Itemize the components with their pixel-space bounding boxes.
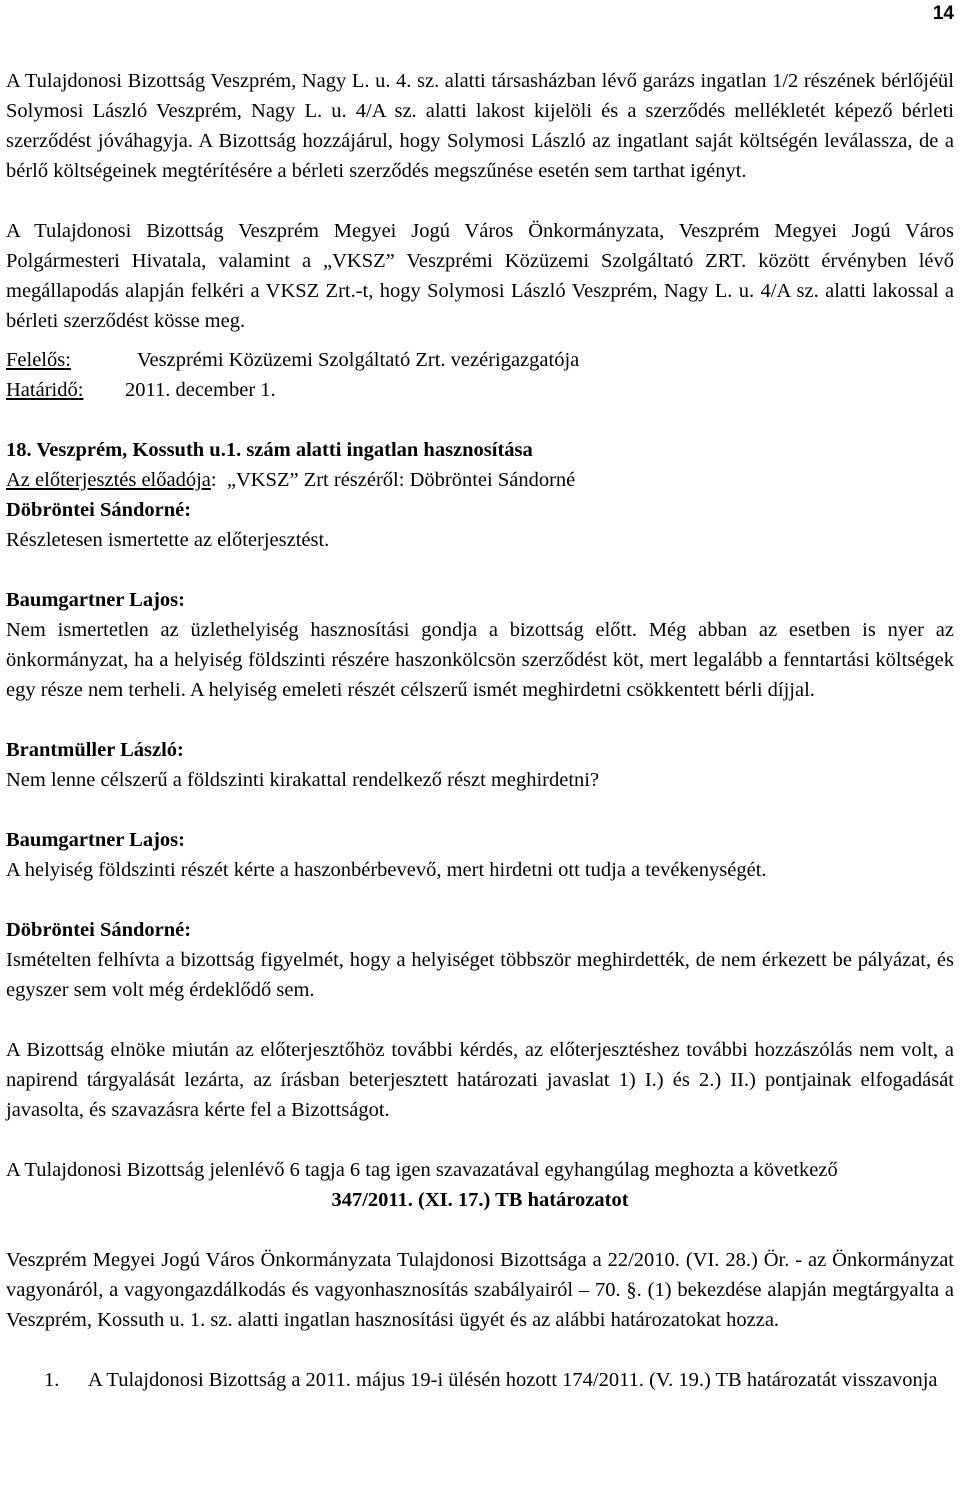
page-number: 14 (932, 3, 954, 24)
section-heading: 18. Veszprém, Kossuth u.1. szám alatti ingatlan hasznosítása (6, 439, 533, 461)
resolution-intro: Veszprém Megyei Jogú Város Önkormányzata Tulajdonosi Bizottsága a 22/2010. (VI. 28.) Ör. - az Önkormányzat vagyonáról, a vagyongazdálkodás és vagyonhasznosítás szabályairól – 70. §. (1) bekezdése alapján megtárgyalta a Veszprém, Kossuth u. 1. sz. alatti ingatlan hasznosítási ügyét és az alábbi határozatokat hozza. (6, 1249, 954, 1331)
document-body (6, 66, 954, 1395)
intro-paragraph-1: A Tulajdonosi Bizottság Veszprém, Nagy L. u. 4. sz. alatti társasházban lévő garázs ingatlan 1/2 részének bérlőjéül Solymosi László Veszprém, Nagy L. u. 4/A sz. alatti lakost kijelöli és a szerződés mellékletét képező bérleti szerződést jóváhagyja. A Bizottság hozzájárul, hogy Solymosi László az ingatlant saját költségén leválassza, de a bérlő költségeinek megtérítésére a bérleti szerződés megszűnése esetén sem tarthat igényt. (6, 70, 954, 182)
list-item-text: A Tulajdonosi Bizottság a 2011. május 19-i ülésén hozott 174/2011. (V. 19.) TB határozatát visszavonja (88, 1369, 938, 1391)
list-item-number: 1. (44, 1369, 60, 1391)
deadline-label: Határidő: (6, 379, 84, 401)
speaker-name: Döbröntei Sándorné: (6, 499, 192, 521)
deadline-row (6, 375, 954, 405)
speech-text: Részletesen ismertette az előterjesztést. (6, 529, 330, 551)
resolution-title: 347/2011. (XI. 17.) TB határozatot (331, 1189, 629, 1211)
deadline-value: 2011. december 1. (125, 379, 276, 401)
presenter-label: Az előterjesztés előadója (6, 469, 211, 491)
presenter-value: : „VKSZ” Zrt részéről: Döbröntei Sándorné (210, 469, 576, 491)
responsible-label: Felelős: (6, 349, 71, 371)
chair-closing-paragraph: A Bizottság elnöke miután az előterjesztőhöz további kérdés, az előterjesztéshez további hozzászólás nem volt, a napirend tárgyalását lezárta, az írásban beterjesztett határozati javaslat 1) I.) és 2.) II.) pontjainak elfogadását javasolta, és szavazásra kérte fel a Bizottságot. (6, 1039, 954, 1121)
speech-text: Nem ismertetlen az üzlethelyiség hasznosítási gondja a bizottság előtt. Még abban az esetben is nyer az önkormányzat, ha a helyiség földszinti részére haszonkölcsön szerződést köt, mert legalább a fenntartási költségek egy része nem terheli. A helyiség emeleti részét célszerű ismét meghirdetni csökkentett bérli díjjal. (6, 619, 954, 701)
intro-paragraph-2: A Tulajdonosi Bizottság Veszprém Megyei Jogú Város Önkormányzata, Veszprém Megyei Jogú Város Polgármesteri Hivatala, valamint a „VKSZ” Veszprémi Közüzemi Szolgáltató ZRT. között érvényben lévő megállapodás alapján felkéri a VKSZ Zrt.-t, hogy Solymosi László Veszprém, Nagy L. u. 4/A sz. alatti lakossal a bérleti szerződést kösse meg. (6, 220, 954, 332)
speech-text: A helyiség földszinti részét kérte a haszonbérbevevő, mert hirdetni ott tudja a tevékenységét. (6, 859, 767, 881)
responsible-row (6, 345, 954, 375)
list-item (6, 1365, 954, 1395)
speaker-name: Brantmüller László: (6, 739, 184, 761)
speech-text: Nem lenne célszerű a földszinti kirakattal rendelkező részt meghirdetni? (6, 769, 600, 791)
speaker-name: Baumgartner Lajos: (6, 589, 185, 611)
speaker-name: Baumgartner Lajos: (6, 829, 185, 851)
vote-paragraph: A Tulajdonosi Bizottság jelenlévő 6 tagja 6 tag igen szavazatával egyhangúlag meghozta a következő (6, 1159, 838, 1181)
resolution-list (6, 1365, 954, 1395)
responsible-value: Veszprémi Közüzemi Szolgáltató Zrt. vezérigazgatója (137, 349, 580, 371)
speech-text: Ismételten felhívta a bizottság figyelmét, hogy a helyiséget többször meghirdették, de nem érkezett be pályázat, és egyszer sem volt még érdeklődő sem. (6, 949, 954, 1001)
speaker-name: Döbröntei Sándorné: (6, 919, 192, 941)
presenter-row (6, 465, 954, 495)
